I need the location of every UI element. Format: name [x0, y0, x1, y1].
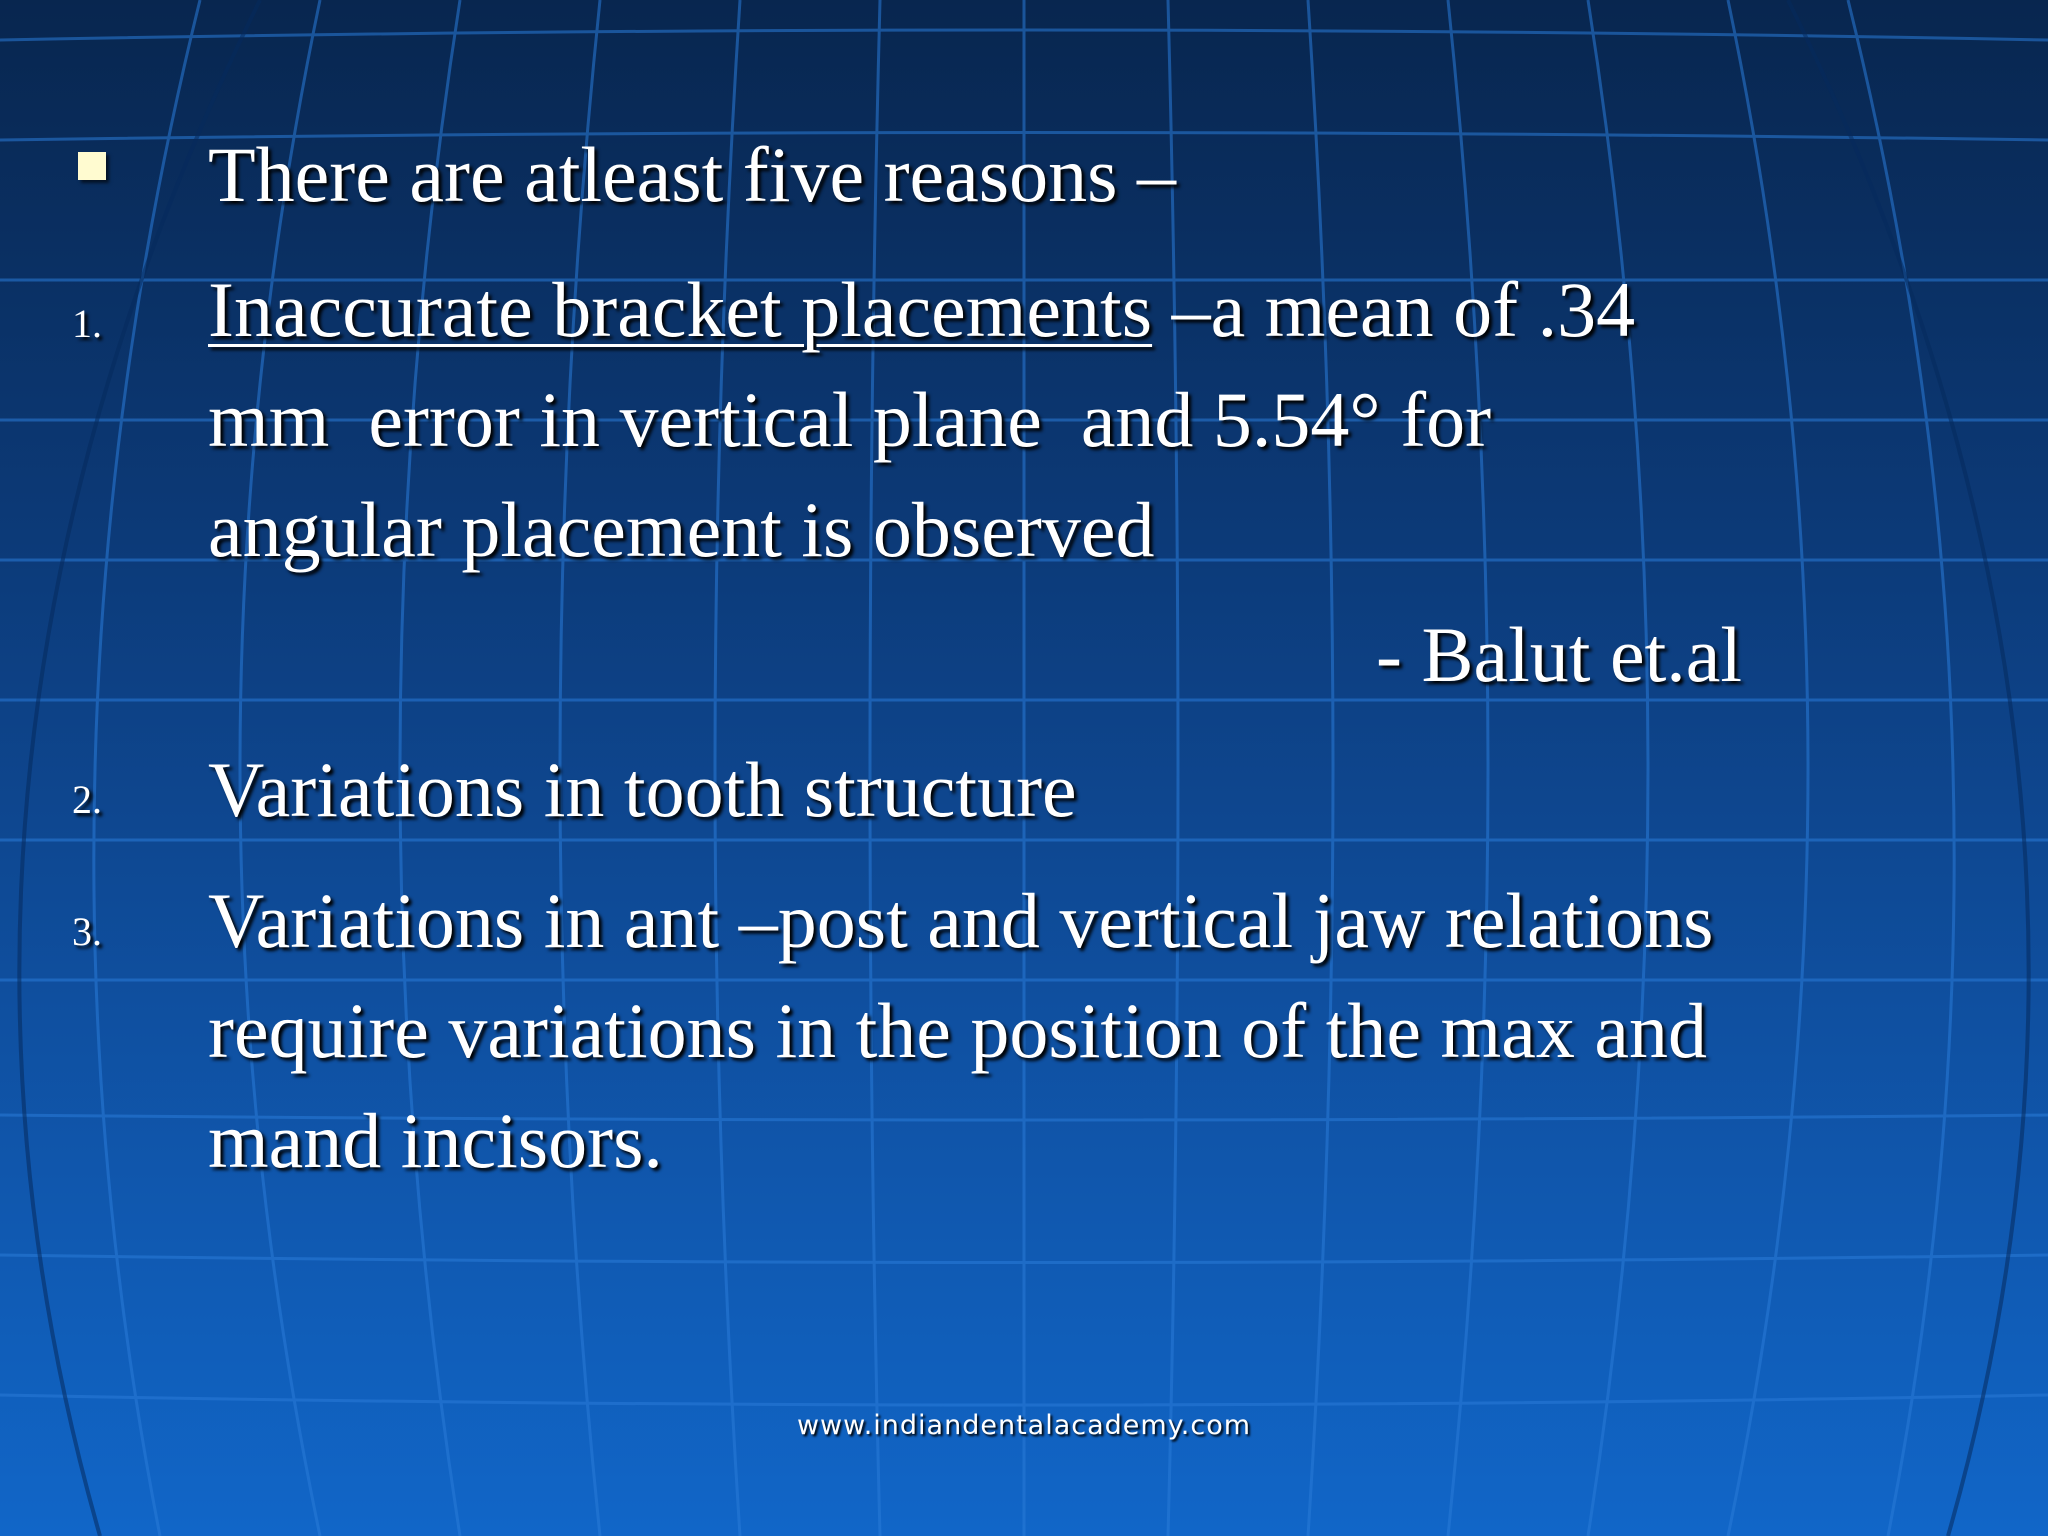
footer-website: www.indiandentalacademy.com: [796, 1410, 1252, 1441]
item-1-line-2: mm error in vertical plane and 5.54° for: [208, 376, 1492, 463]
item-1-line-1-rest: –a mean of .34: [1152, 266, 1636, 353]
item-3-line-2: require variations in the position of the max and: [208, 987, 1707, 1074]
item-2-line-1: Variations in tooth structure: [208, 746, 1077, 833]
list-marker-2: 2.: [72, 777, 102, 822]
item-3-line-3: mand incisors.: [208, 1097, 663, 1184]
item-1-line-1: [208, 255, 1635, 365]
square-bullet-icon: [78, 152, 106, 180]
list-marker-3: 3.: [72, 909, 102, 954]
item-1-line-3: angular placement is observed: [208, 486, 1155, 573]
item-1-title: Inaccurate bracket placements: [208, 266, 1153, 353]
item-1-citation: - Balut et.al: [1376, 611, 1743, 698]
list-marker-1: 1.: [72, 301, 102, 346]
item-3-line-1: Variations in ant –post and vertical jaw relations: [208, 877, 1714, 964]
intro-text: There are atleast five reasons –: [208, 131, 1176, 218]
